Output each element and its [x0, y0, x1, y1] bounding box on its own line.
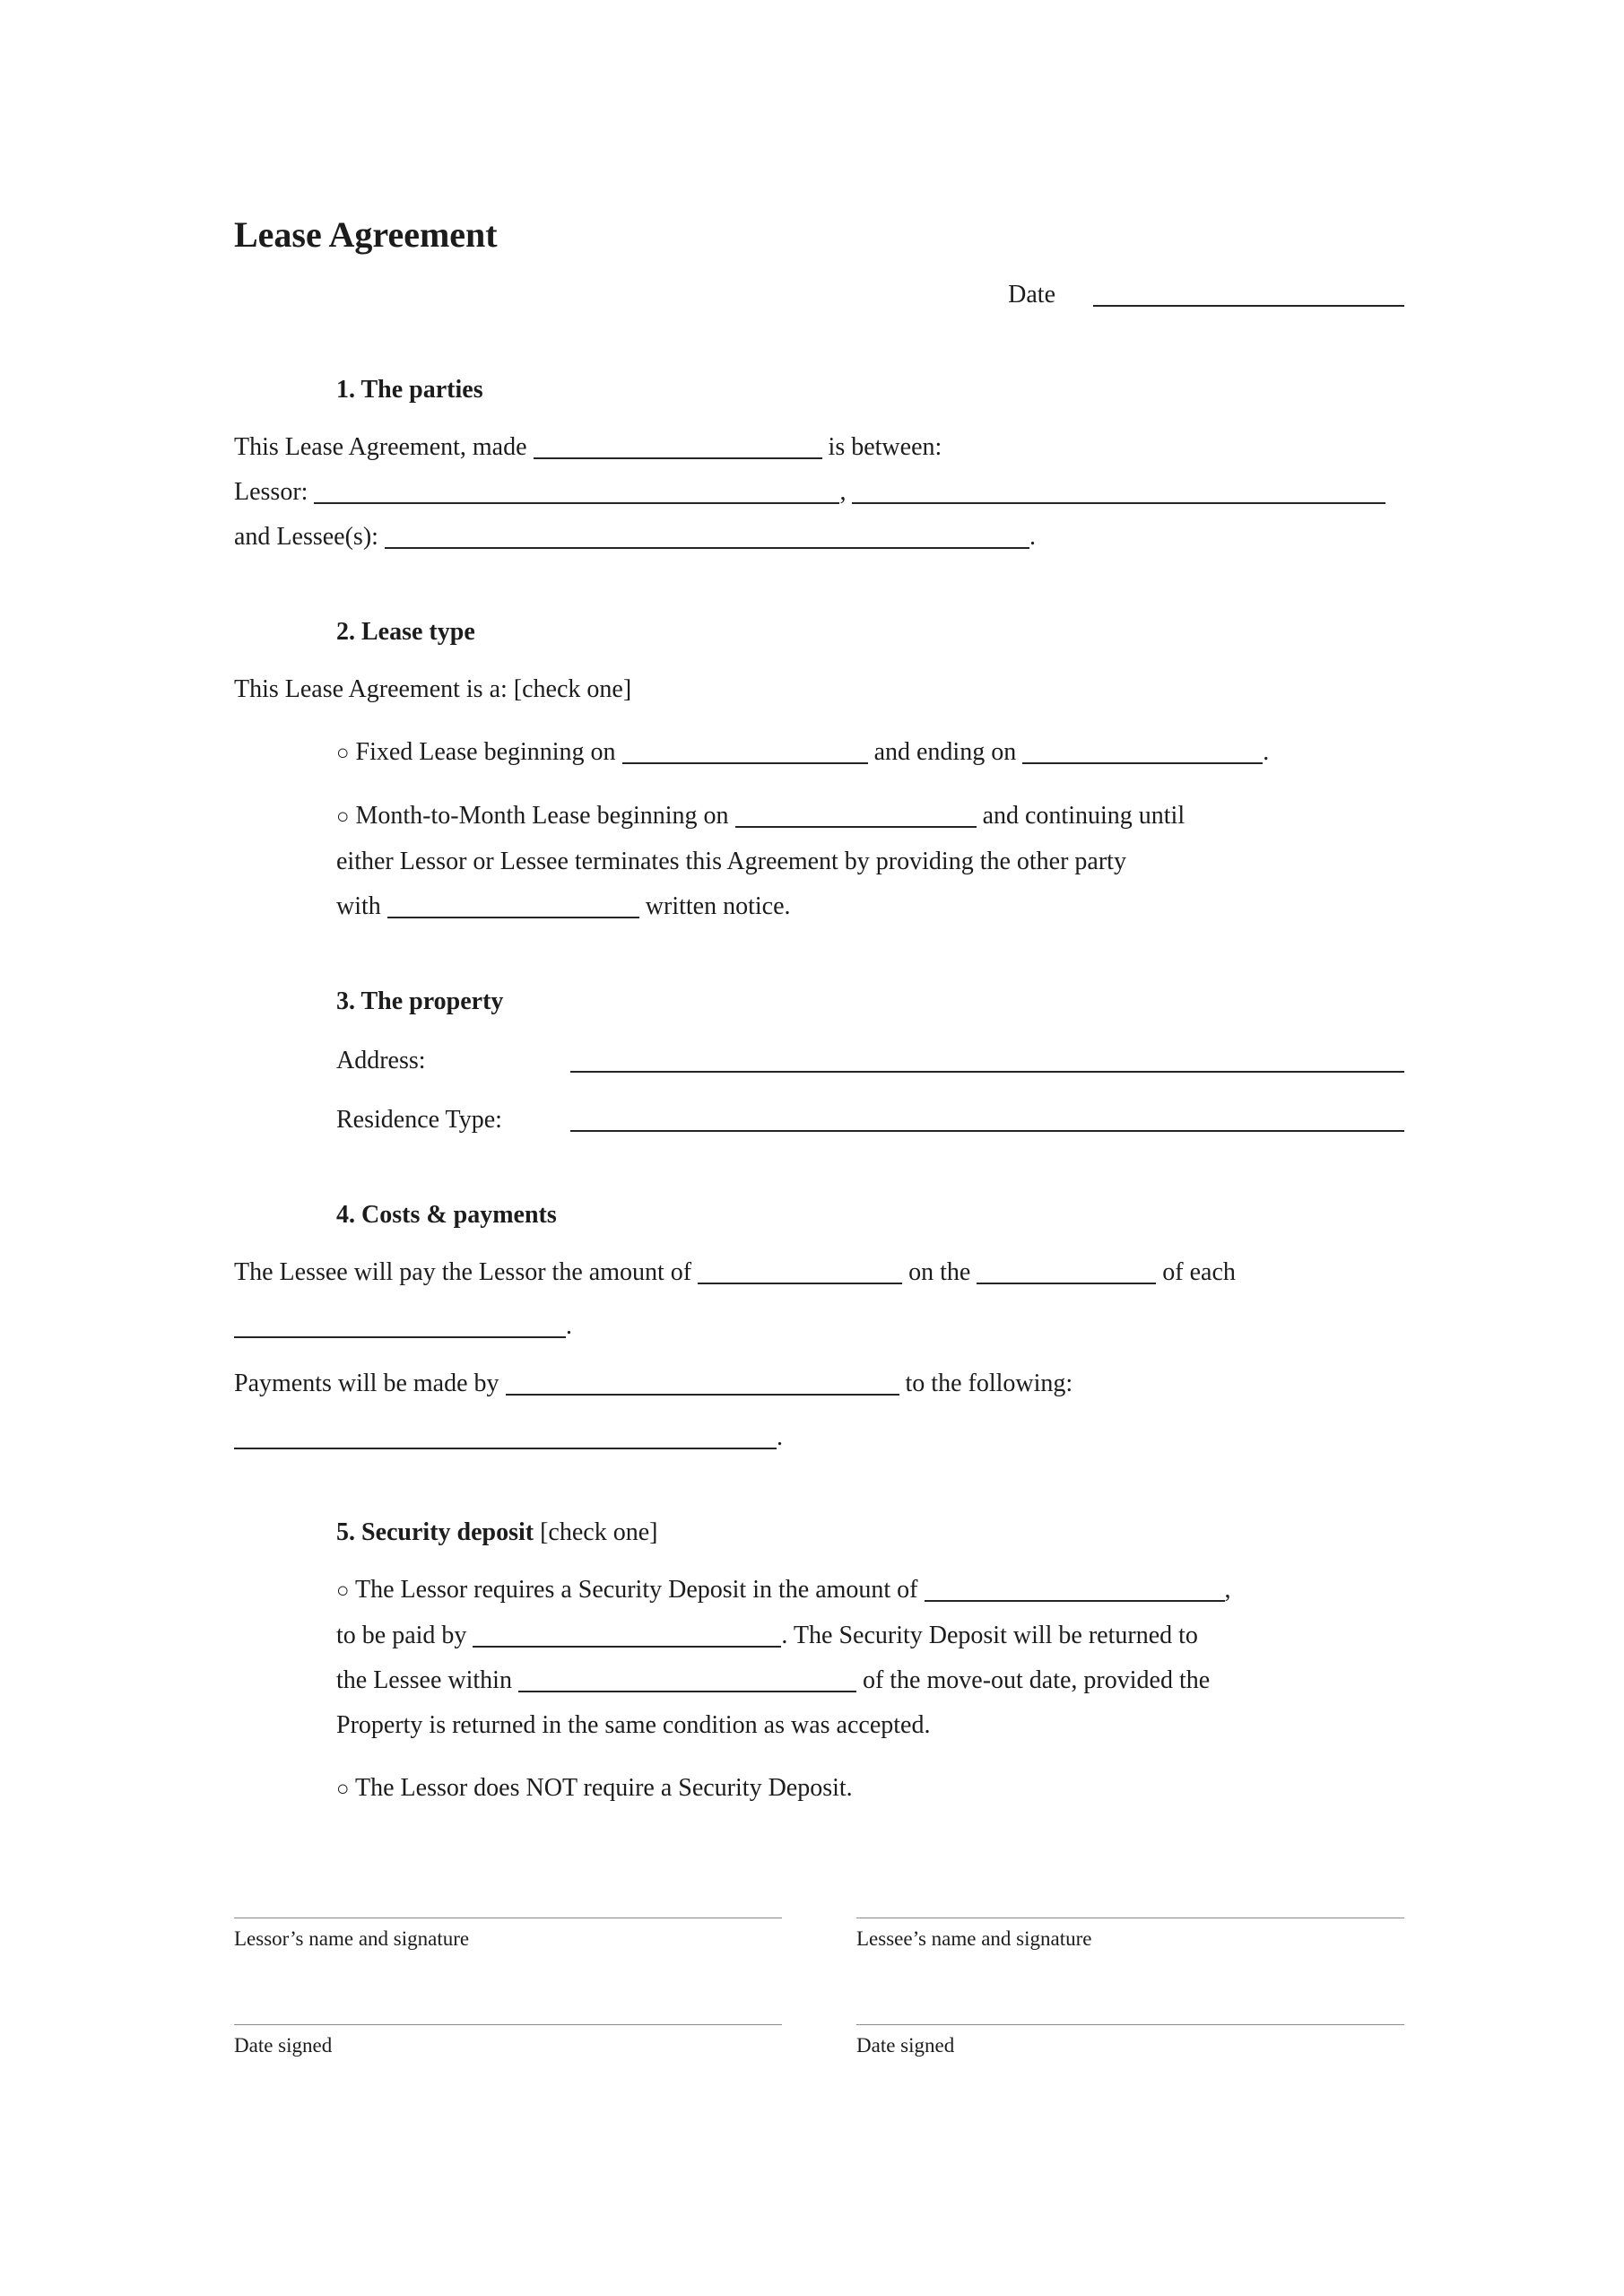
- payment-method-text-a: Payments will be made by: [234, 1370, 499, 1397]
- payment-period-period: .: [566, 1312, 572, 1340]
- m2m-notice-text-before: with: [336, 892, 381, 920]
- address-label: Address:: [336, 1047, 426, 1074]
- section-2-heading: 2. Lease type: [336, 618, 475, 646]
- payment-amount-text-c: of each: [1162, 1258, 1236, 1286]
- lessee-label: and Lessee(s):: [234, 523, 378, 551]
- residence-type-row: [336, 1098, 1404, 1143]
- deposit-not-required-option: [336, 1766, 1404, 1812]
- lessor-signature-label: Lessor’s name and signature: [234, 1927, 470, 1950]
- deposit-required-option-line-3: [336, 1658, 1404, 1703]
- lessor-date-signed-line[interactable]: [234, 2024, 782, 2025]
- residence-type-blank[interactable]: [570, 1129, 1404, 1132]
- lessee-signature-column: [856, 1918, 1404, 2059]
- fixed-lease-end-blank[interactable]: [1022, 761, 1263, 764]
- parties-made-text-before: This Lease Agreement, made: [234, 433, 527, 461]
- deposit-returned-text: . The Security Deposit will be returned to: [781, 1622, 1198, 1649]
- deposit-required-option-line-1: [336, 1568, 1404, 1613]
- deposit-paid-by-text: to be paid by: [336, 1622, 467, 1649]
- lessee-signature-label: Lessee’s name and signature: [856, 1927, 1092, 1950]
- lessee-line: [234, 515, 1404, 560]
- date-row: [234, 273, 1404, 317]
- payment-destination-period: .: [777, 1423, 783, 1451]
- deposit-not-required-text: The Lessor does NOT require a Security Deposit.: [355, 1774, 853, 1802]
- lease-type-intro: This Lease Agreement is a: [check one]: [234, 675, 632, 703]
- lessor-date-signed-label: Date signed: [234, 2034, 333, 2057]
- payment-day-blank[interactable]: [977, 1282, 1156, 1284]
- m2m-text-after: and continuing until: [982, 802, 1185, 830]
- parties-made-line: [234, 425, 1404, 470]
- section-1-heading: 1. The parties: [336, 376, 483, 404]
- address-row: [336, 1039, 1404, 1083]
- lessee-date-signed-line[interactable]: [856, 2024, 1404, 2025]
- lessee-name-blank[interactable]: [385, 546, 1029, 549]
- m2m-lease-option-line-2: either Lessor or Lessee terminates this Agreement by providing the other party: [336, 848, 1126, 875]
- date-label: Date: [1008, 281, 1055, 309]
- fixed-lease-period: .: [1263, 738, 1270, 766]
- fixed-lease-option: [336, 730, 1404, 776]
- payment-amount-text-a: The Lessee will pay the Lessor the amount of: [234, 1258, 692, 1286]
- deposit-moveout-text: of the move-out date, provided the: [862, 1666, 1211, 1694]
- m2m-lease-option-line-3: [336, 884, 1404, 929]
- lessor-separator: ,: [839, 478, 847, 506]
- fixed-lease-radio-icon[interactable]: ○: [336, 742, 350, 765]
- payment-method-text-b: to the following:: [905, 1370, 1073, 1397]
- deposit-required-option-line-2: [336, 1613, 1404, 1658]
- address-blank[interactable]: [570, 1070, 1404, 1073]
- payment-method-blank[interactable]: [506, 1393, 899, 1396]
- agreement-made-date-blank[interactable]: [534, 457, 822, 459]
- deposit-required-text: The Lessor requires a Security Deposit in the amount of: [355, 1576, 918, 1604]
- section-3-heading: 3. The property: [336, 987, 504, 1015]
- lessee-line-period: .: [1029, 523, 1036, 551]
- fixed-lease-text-before: Fixed Lease beginning on: [355, 738, 616, 766]
- m2m-lease-radio-icon[interactable]: ○: [336, 805, 350, 829]
- section-5-heading: [336, 1510, 1404, 1555]
- lessor-signature-column: [234, 1918, 782, 2059]
- payment-method-line-2: [234, 1415, 1404, 1460]
- m2m-notice-text-after: written notice.: [645, 892, 791, 920]
- lessor-line: [234, 470, 1404, 515]
- m2m-start-blank[interactable]: [735, 825, 977, 828]
- fixed-lease-text-mid: and ending on: [873, 738, 1017, 766]
- deposit-amount-blank[interactable]: [925, 1599, 1225, 1602]
- lessor-label: Lessor:: [234, 478, 308, 506]
- m2m-notice-blank[interactable]: [387, 916, 639, 918]
- section-4-heading: 4. Costs & payments: [336, 1201, 557, 1229]
- deposit-paid-by-blank[interactable]: [473, 1645, 781, 1648]
- residence-type-label: Residence Type:: [336, 1106, 502, 1134]
- payment-destination-blank[interactable]: [234, 1447, 777, 1449]
- parties-made-text-after: is between:: [828, 433, 942, 461]
- fixed-lease-start-blank[interactable]: [622, 761, 868, 764]
- deposit-within-text: the Lessee within: [336, 1666, 512, 1694]
- deposit-not-required-radio-icon[interactable]: ○: [336, 1778, 350, 1801]
- payment-method-line-1: [234, 1361, 1404, 1406]
- deposit-required-option-line-4: Property is returned in the same condition as was accepted.: [336, 1711, 931, 1739]
- section-5-heading-bold: 5. Security deposit: [336, 1518, 534, 1546]
- section-5-heading-note: [check one]: [540, 1518, 658, 1546]
- deposit-required-radio-icon[interactable]: ○: [336, 1579, 350, 1603]
- lessor-name-blank-2[interactable]: [852, 501, 1385, 504]
- signature-section: [234, 1918, 1404, 2059]
- payment-amount-line-2: [234, 1304, 1404, 1349]
- payment-amount-line-1: [234, 1250, 1404, 1295]
- lessee-date-signed-label: Date signed: [856, 2034, 955, 2057]
- page-title: Lease Agreement: [234, 214, 498, 255]
- m2m-text-before: Month-to-Month Lease beginning on: [355, 802, 729, 830]
- payment-amount-text-b: on the: [908, 1258, 971, 1286]
- deposit-return-window-blank[interactable]: [518, 1690, 856, 1692]
- m2m-lease-option-line-1: [336, 794, 1404, 839]
- deposit-required-comma: ,: [1224, 1576, 1231, 1604]
- payment-period-blank[interactable]: [234, 1335, 566, 1338]
- date-blank[interactable]: [1093, 304, 1404, 307]
- lessor-name-blank[interactable]: [314, 501, 839, 504]
- payment-amount-blank[interactable]: [698, 1282, 902, 1284]
